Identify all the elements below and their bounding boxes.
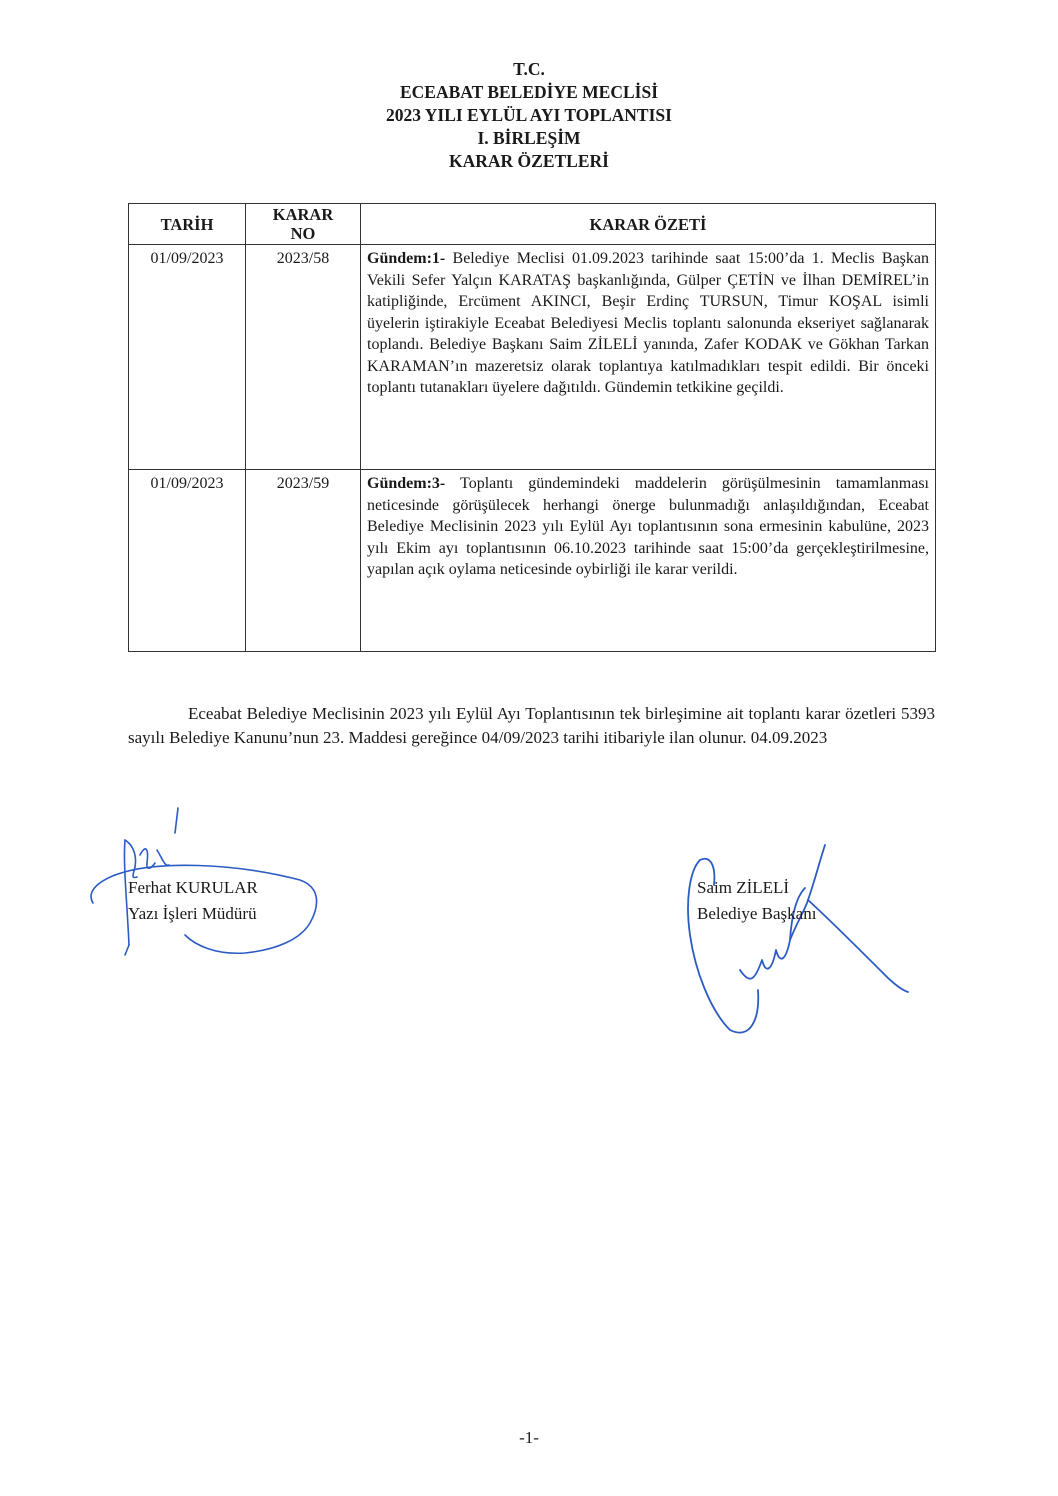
cell-decision-no: 2023/59 [246, 470, 361, 652]
left-signature-block [128, 875, 258, 927]
right-signatory-title: Belediye Başkanı [697, 904, 817, 923]
document-header [0, 58, 1058, 173]
cell-summary [361, 470, 936, 652]
col-header-summary: KARAR ÖZETİ [361, 204, 936, 245]
cell-decision-no: 2023/58 [246, 245, 361, 470]
header-summary-title: KARAR ÖZETLERİ [449, 151, 609, 171]
cell-date: 01/09/2023 [129, 470, 246, 652]
decisions-table [128, 203, 936, 652]
announcement-paragraph [128, 702, 935, 750]
cell-date: 01/09/2023 [129, 245, 246, 470]
left-signatory-title: Yazı İşleri Müdürü [128, 904, 257, 923]
page-number: -1- [519, 1428, 539, 1447]
table-row [129, 470, 936, 652]
summary-text: Belediye Meclisi 01.09.2023 tarihinde saat 15:00’da 1. Meclis Başkan Vekili Sefer Yalçın KARATAŞ başkanlığında, Gülper ÇETİN ve İlhan DEMİREL’in katipliğinde, Ercüment AKINCI, Beşir Erdinç TURSUN, Timur KOŞAL isimli üyelerin iştirakiyle Eceabat Belediyesi Meclis toplantı salonunda ekseriyet sağlanarak toplandı. Belediye Başkanı Saim ZİLELİ yanında, Zafer KODAK ve Gökhan Tarkan KARAMAN’ın mazeretsiz olarak toplantıya katılmadıkları tespit edildi. Bir önceki toplantı tutanakları üyelere dağıtıldı. Gündemin tetkikine geçildi. [367, 250, 929, 396]
agenda-label: Gündem:1- [367, 250, 446, 267]
header-meeting: 2023 YILI EYLÜL AYI TOPLANTISI [386, 105, 672, 125]
col-header-decision-no-line2: NO [290, 224, 316, 243]
cell-summary [361, 245, 936, 470]
table-row [129, 245, 936, 470]
left-signatory-name: Ferhat KURULAR [128, 878, 258, 897]
col-header-decision-no [246, 204, 361, 245]
col-header-decision-no-line1: KARAR [272, 205, 334, 224]
header-session: I. BİRLEŞİM [477, 128, 581, 148]
summary-text: Toplantı gündemindeki maddelerin görüşülmesinin tamamlanması neticesinde görüşülecek herhangi önerge bulunmadığı anlaşıldığından, Eceabat Belediye Meclisinin 2023 yılı Eylül Ayı toplantısının sona ermesinin kabulüne, 2023 yılı Ekim ayı toplantısının 06.10.2023 tarihinde saat 15:00’da gerçekleştirilmesine, yapılan açık oylama neticesinde oybirliği ile karar verildi. [367, 475, 929, 578]
col-header-date: TARİH [129, 204, 246, 245]
agenda-label: Gündem:3- [367, 475, 446, 492]
right-signature-block [697, 875, 816, 927]
right-signature-scribble [680, 840, 920, 1040]
right-signatory-name: Saim ZİLELİ [697, 878, 790, 897]
table-header-row [129, 204, 936, 245]
header-tc: T.C. [513, 59, 545, 79]
announcement-text: Eceabat Belediye Meclisinin 2023 yılı Eylül Ayı Toplantısının tek birleşimine ait toplantı karar özetleri 5393 sayılı Belediye Kanunu’nun 23. Maddesi gereğince 04/09/2023 tarihi itibariyle ilan olunur. 04.09.2023 [128, 704, 935, 747]
header-council-name: ECEABAT BELEDİYE MECLİSİ [399, 82, 659, 102]
